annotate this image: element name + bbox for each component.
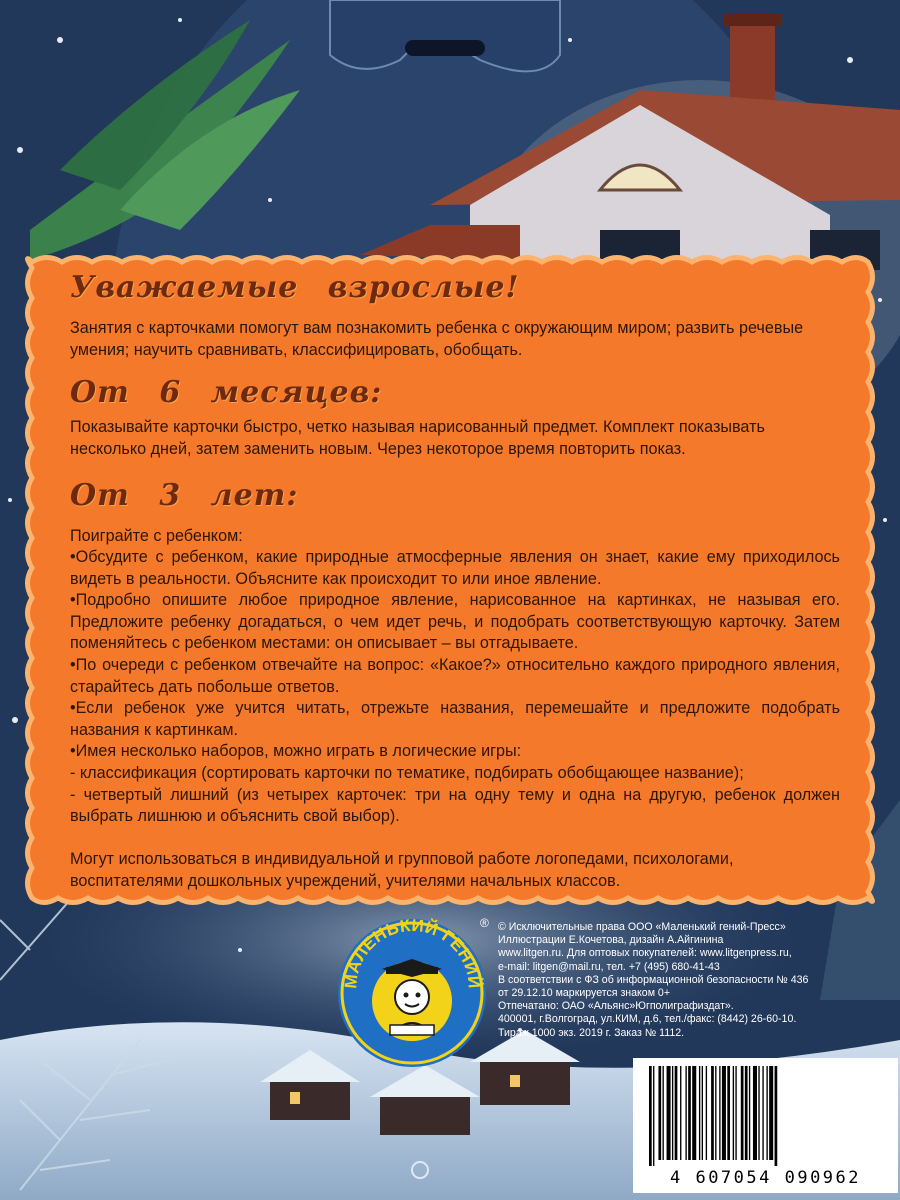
barcode-bar xyxy=(745,1066,748,1160)
barcode-bar xyxy=(672,1066,673,1160)
barcode-bar xyxy=(715,1066,716,1160)
registered-mark: ® xyxy=(480,916,489,930)
barcode-bar xyxy=(688,1066,691,1160)
barcode-bars xyxy=(643,1066,888,1166)
heading-from-3-years: От 3 лет: xyxy=(70,478,299,513)
barcode-bar xyxy=(706,1066,707,1160)
barcode-bar xyxy=(735,1066,736,1160)
barcode-bar xyxy=(719,1066,720,1160)
barcode-bar xyxy=(769,1066,773,1160)
activity-list xyxy=(70,547,840,828)
barcode-bar xyxy=(766,1066,767,1160)
closing-paragraph: Могут использоваться в индивидуальной и групповой работе логопедами, психологами, воспитателями дошкольных учреждений, учителями начальных классов. xyxy=(70,849,734,890)
imprint-line: www.litgen.ru. Для оптовых покупателей: www.litgenpress.ru, xyxy=(498,947,792,960)
list-item: •По очереди с ребенком отвечайте на вопрос: «Какое?» относительно каждого природного явления, старайтесь дать побольше ответов. xyxy=(70,655,840,696)
intro-paragraph: Занятия с карточками помогут вам познакомить ребенка с окружающим миром; развить речевые умения; научить сравнивать, классифицировать, обобщать. xyxy=(70,319,804,359)
imprint-line: © Исключительные права ООО «Маленький гений-Пресс» xyxy=(498,921,786,933)
instructions-panel xyxy=(20,250,880,910)
barcode-bar xyxy=(692,1066,696,1160)
barcode-bar xyxy=(762,1066,763,1160)
barcode-bar xyxy=(727,1066,730,1160)
barcode-bar xyxy=(653,1066,654,1166)
barcode-bar xyxy=(680,1066,681,1160)
barcode-bar xyxy=(675,1066,678,1160)
barcode-bar xyxy=(741,1066,744,1160)
imprint-line: Отпечатано: ОАО «Альянс»Югполиграфиздат». xyxy=(498,1000,734,1013)
publisher-logo xyxy=(330,905,495,1070)
barcode-bar xyxy=(775,1066,778,1166)
imprint-line: e-mail: litgen@mail.ru, тел. +7 (495) 680-41-43 xyxy=(498,960,720,973)
imprint-line: от 29.12.10 маркируется знаком 0+ xyxy=(498,987,671,1000)
barcode-bar xyxy=(711,1066,714,1160)
barcode-bar xyxy=(663,1066,664,1160)
barcode-bar xyxy=(749,1066,750,1160)
copyright-imprint xyxy=(498,921,893,1040)
list-item: - классификация (сортировать карточки по тематике, подбирать обобщающее название); xyxy=(70,763,744,782)
heading-dear-adults: Уважаемые взрослые! xyxy=(70,270,520,305)
barcode-bar xyxy=(667,1066,671,1160)
imprint-line: 400001, г.Волгоград, ул.КИМ, д.6, тел./факс: (8442) 26-60-10. xyxy=(498,1013,797,1026)
imprint-line: В соответствии с ФЗ об информационной безопасности № 436 xyxy=(498,973,809,986)
list-item: •Обсудите с ребенком, какие природные атмосферные явления он знает, какие ему приходилось видеть в реальности. Объясните как происходит то или иное явление. xyxy=(70,548,840,588)
barcode-bar xyxy=(658,1066,661,1160)
barcode-bar xyxy=(649,1066,652,1166)
barcode-bar xyxy=(733,1066,734,1160)
barcode-bar xyxy=(702,1066,703,1160)
barcode-bar xyxy=(722,1066,726,1160)
imprint-line: Иллюстрации Е.Кочетова, дизайн А.Айгинина xyxy=(498,934,724,947)
imprint-line: Тираж 1000 экз. 2019 г. Заказ № 1112. xyxy=(498,1026,685,1039)
barcode xyxy=(633,1058,898,1193)
barcode-bar xyxy=(753,1066,757,1160)
barcode-bar xyxy=(699,1066,700,1160)
list-item: •Имея несколько наборов, можно играть в логические игры: xyxy=(70,742,522,761)
play-lead-text: Поиграйте с ребенком: xyxy=(70,527,243,545)
list-item: - четвертый лишний (из четырех карточек: три на одну тему и одна на другую, ребенок должен выбрать лишнюю и объяснить свой выбор). xyxy=(70,785,840,826)
paragraph-6-months: Показывайте карточки быстро, четко называя нарисованный предмет. Комплект показывать несколько дней, затем заменить новым. Через некоторое время повторить показ. xyxy=(70,418,765,458)
logo-text: МАЛЕНЬКИЙ ГЕНИЙ xyxy=(341,915,484,990)
list-item: •Подробно опишите любое природное явление, нарисованное на картинках, не называя его. Предложите ребенку догадаться, о чем идет речь, и подобрать соответствующую карточку. Затем поменяйтесь с ребенком местами: он описывает – вы отгадываете. xyxy=(70,591,840,653)
barcode-bar xyxy=(758,1066,759,1160)
list-item: •Если ребенок уже учится читать, отрежьте названия, перемешайте и предложите подобрать названия к картинкам. xyxy=(70,699,840,739)
barcode-bar xyxy=(685,1066,686,1160)
heading-from-6-months: От 6 месяцев: xyxy=(70,375,383,410)
barcode-number: 4 607054 090962 xyxy=(669,1168,862,1188)
